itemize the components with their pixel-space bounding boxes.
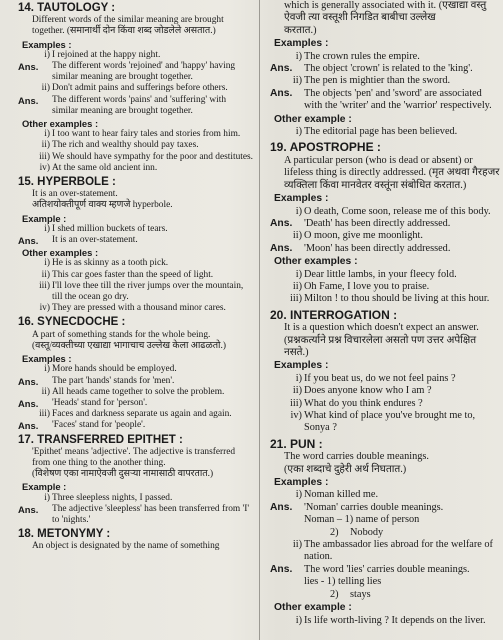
- tautology-heading: 14. TAUTOLOGY :: [18, 2, 116, 14]
- answer: Ans. The different words 'pains' and 'suffering' with similar meaning are brought together.: [18, 94, 227, 116]
- list-item: i) Noman killed me.: [295, 489, 379, 501]
- list-item: iv) What kind of place you've brought me to, Sonya ?: [290, 410, 476, 434]
- pun-meaning: 2) Nobody: [330, 526, 384, 538]
- hyperbole-other-label: Other examples :: [22, 247, 99, 259]
- transferred-epithet-marathi: (विशेषण एका नामाऐवजी दुसऱ्या नामासाठी वापरतात.): [32, 469, 214, 480]
- list-item: i) I rejoined at the happy night.: [44, 49, 161, 60]
- metonymy-examples-label: Examples :: [274, 38, 329, 50]
- answer: Ans. The word 'lies' carries double meanings.: [270, 563, 470, 575]
- synecdoche-examples-label: Examples :: [22, 353, 72, 365]
- list-item: ii) Does anyone know who I am ?: [292, 385, 432, 397]
- metonymy-definition: An object is designated by the name of something: [32, 541, 220, 552]
- list-item: i) The crown rules the empire.: [295, 50, 420, 62]
- answer: Ans. The part 'hands' stands for 'men'.: [18, 375, 175, 387]
- answer: Ans. 'Moon' has been directly addressed.: [270, 242, 451, 254]
- list-item: i) More hands should be employed.: [44, 364, 177, 375]
- list-item: iv) They are pressed with a thousand minor cares.: [39, 303, 226, 314]
- list-item: i) The editorial page has been believed.: [295, 126, 458, 138]
- list-item: iii) We should have sympathy for the poor and destitutes.: [39, 151, 254, 162]
- transferred-epithet-definition: 'Epithet' means 'adjective'. The adjective is transferred from one thing to the another thing.: [32, 446, 236, 468]
- synecdoche-heading: 16. SYNECDOCHE :: [18, 316, 126, 329]
- list-item: iv) At the same old ancient inn.: [39, 162, 158, 173]
- hyperbole-marathi: अतिशयोक्तीपूर्ण वाक्य म्हणजे hyperbole.: [32, 200, 173, 211]
- apostrophe-definition: A particular person (who is dead or absent) or lifeless thing is directly addressed. (मृत अथवा गैरहजर व्यक्तिला किंवा मानवेतर वस्तूंना संबोधित करतात.): [284, 154, 500, 191]
- pun-marathi: (एका शब्दाचे दुहेरी अर्थ निघतात.): [284, 463, 407, 475]
- synecdoche-marathi: (वस्तू/व्यक्तीच्या एखाद्या भागाचाच उल्लेख केला आढळतो.): [32, 340, 226, 351]
- list-item: ii) The pen is mightier than the sword.: [292, 75, 451, 87]
- tautology-other-label: Other examples :: [22, 118, 99, 130]
- transferred-epithet-heading: 17. TRANSFERRED EPITHET :: [18, 433, 183, 446]
- answer: Ans. 'Heads' stand for 'person'.: [18, 397, 148, 409]
- list-item: i) I shed million buckets of tears.: [44, 223, 168, 234]
- pun-meaning: Noman – 1) name of person: [304, 514, 420, 526]
- list-item: ii) The ambassador lies abroad for the welfare of nation.: [292, 539, 493, 563]
- synecdoche-definition: A part of something stands for the whole being.: [32, 329, 211, 340]
- hyperbole-definition: It is an over-statement.: [32, 189, 118, 200]
- list-item: iii) What do you think endures ?: [289, 397, 423, 409]
- right-column: [262, 0, 503, 640]
- answer: Ans. 'Death' has been directly addressed.: [270, 217, 451, 229]
- answer: Ans. 'Noman' carries double meanings.: [270, 501, 444, 513]
- pun-other-label: Other example :: [274, 602, 352, 614]
- metonymy-marathi: ऐवजी त्या वस्तूशी निगडित बाबीचा उल्लेख: [284, 12, 436, 24]
- hyperbole-heading: 15. HYPERBOLE :: [18, 176, 116, 189]
- list-item: i) I too want to hear fairy tales and stories from him.: [44, 129, 241, 140]
- list-item: i) He is as skinny as a tooth pick.: [44, 258, 169, 269]
- list-item: i) Is life worth-living ? It depends on the liver.: [295, 614, 486, 626]
- answer: Ans. The object 'crown' is related to the 'king'.: [270, 63, 473, 75]
- apostrophe-examples-label: Examples :: [274, 193, 329, 205]
- apostrophe-other-label: Other examples :: [274, 256, 358, 268]
- metonymy-other-label: Other example :: [274, 113, 352, 125]
- hyperbole-example-label: Example :: [22, 212, 67, 224]
- interrogation-marathi: (प्रश्नकर्त्याने प्रश्न विचारलेला असतो पण उत्तर अपेक्षित नसते.): [284, 334, 477, 358]
- list-item: i) If you beat us, do we not feel pains ?: [295, 372, 456, 384]
- tautology-examples-label: Examples :: [22, 38, 72, 50]
- answer: Ans. 'Faces' stand for 'people'.: [18, 420, 146, 432]
- answer: Ans. It is an over-statement.: [18, 235, 138, 247]
- interrogation-heading: 20. INTERROGATION :: [270, 307, 398, 322]
- metonymy-definition-continued: which is generally associated with it. (एखाद्या वस्तु: [284, 0, 487, 11]
- list-item: ii) O moon, give me moonlight.: [292, 230, 423, 242]
- list-item: i) O death, Come soon, release me of this body.: [295, 205, 491, 217]
- interrogation-definition: It is a question which doesn't expect an answer.: [284, 322, 479, 334]
- tautology-definition: Different words of the similar meaning are brought together. (समानार्थी दोन किंवा शब्द जोडलेले असतात.): [32, 15, 224, 37]
- metonymy-heading: 18. METONYMY :: [18, 528, 111, 541]
- list-item: i) Three sleepless nights, I passed.: [44, 492, 173, 503]
- pun-heading: 21. PUN :: [270, 436, 323, 451]
- pun-meaning: 2) stays: [330, 588, 371, 600]
- answer: Ans. The different words 'rejoined' and 'happy' having similar meaning are brought together.: [18, 61, 236, 83]
- answer: Ans. The adjective 'sleepless' has been transferred from 'I' to 'nights.': [18, 503, 250, 525]
- list-item: i) Dear little lambs, in your fleecy fold.: [295, 268, 457, 280]
- pun-examples-label: Examples :: [274, 477, 329, 489]
- list-item: ii) All heads came together to solve the problem.: [41, 386, 225, 397]
- list-item: ii) Oh Fame, I love you to praise.: [292, 280, 430, 292]
- list-item: ii) Don't admit pains and sufferings before others.: [41, 83, 228, 94]
- list-item: iii) Faces and darkness separate us again and again.: [39, 409, 232, 420]
- list-item: iii) I'll love thee till the river jumps over the mountain, till the ocean go dry.: [39, 280, 244, 303]
- list-item: ii) The rich and wealthy should pay taxes.: [41, 140, 199, 151]
- metonymy-marathi-end: करतात.): [284, 24, 317, 36]
- pun-meaning: lies - 1) telling lies: [304, 576, 382, 588]
- list-item: ii) This car goes faster than the speed of light.: [41, 269, 214, 280]
- pun-definition: The word carries double meanings.: [284, 451, 429, 463]
- interrogation-examples-label: Examples :: [274, 360, 329, 372]
- transferred-epithet-example-label: Example :: [22, 481, 67, 493]
- answer: Ans. The objects 'pen' and 'sword' are associated with the 'writer' and the 'warrior' respectively.: [270, 87, 492, 112]
- column-divider: [259, 0, 260, 640]
- apostrophe-heading: 19. APOSTROPHE :: [270, 140, 381, 155]
- list-item: iii) Milton ! to thou should be living at this hour.: [289, 293, 490, 305]
